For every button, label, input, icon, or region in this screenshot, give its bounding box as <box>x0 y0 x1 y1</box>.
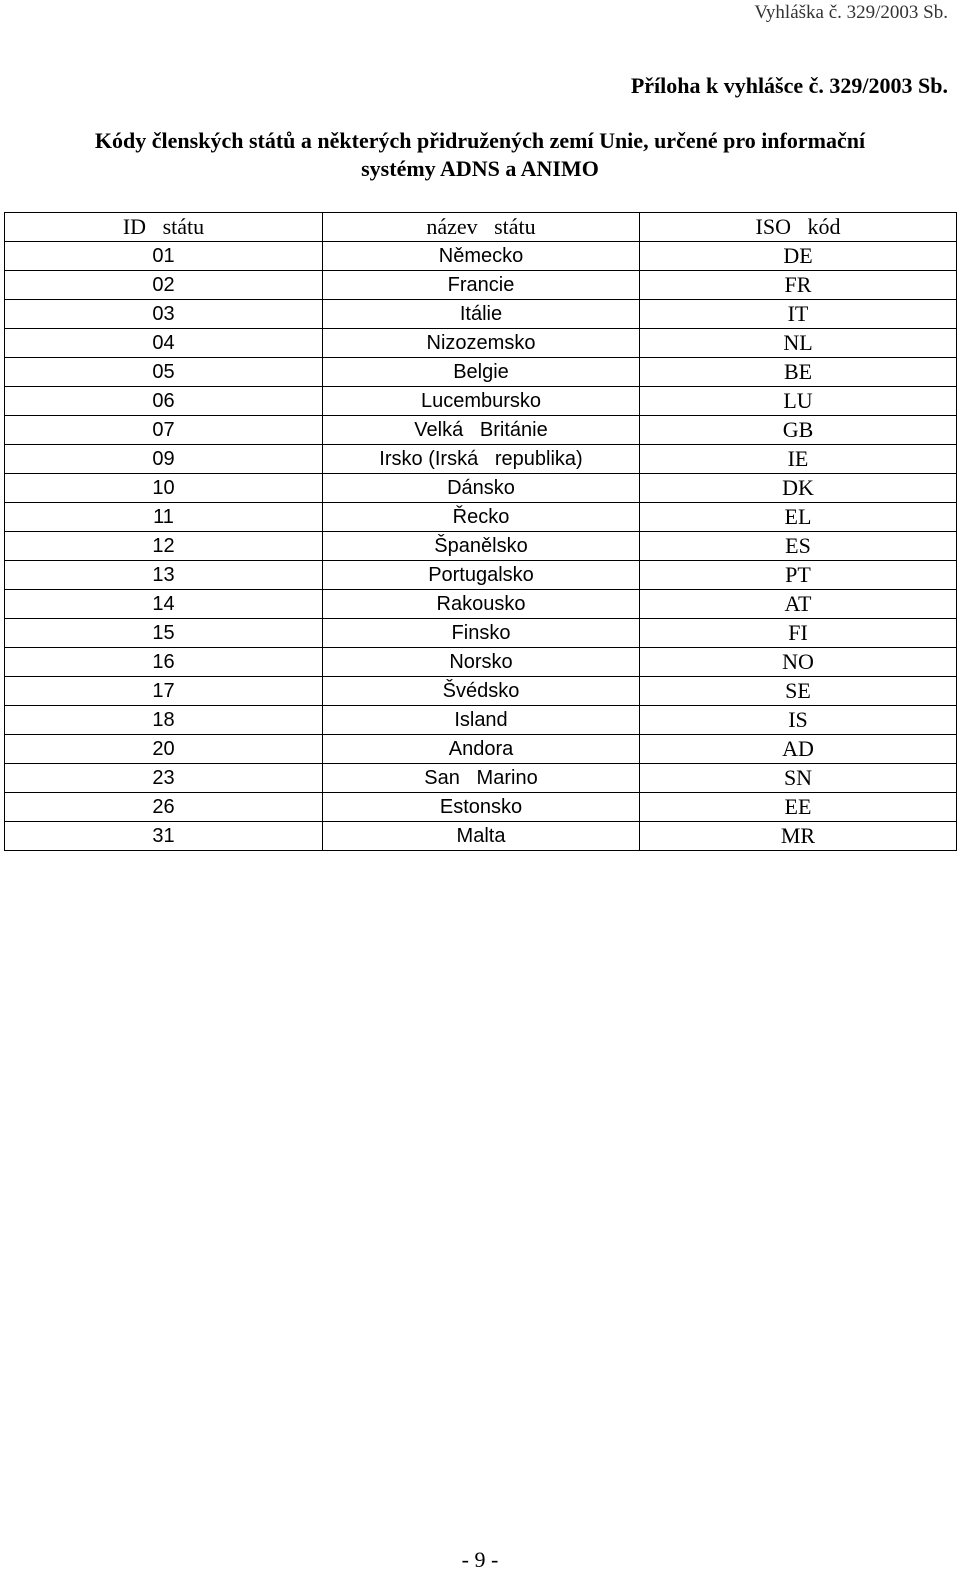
table-row <box>5 648 957 677</box>
country-name-cell: Francie <box>323 271 640 300</box>
country-id-cell: 31 <box>5 822 323 851</box>
table-row <box>5 271 957 300</box>
country-name-cell: Belgie <box>323 358 640 387</box>
country-name-cell: Lucembursko <box>323 387 640 416</box>
iso-code-cell: NL <box>640 329 957 358</box>
iso-code-cell: AD <box>640 735 957 764</box>
table-row <box>5 358 957 387</box>
country-name-cell: Finsko <box>323 619 640 648</box>
country-id-cell: 17 <box>5 677 323 706</box>
iso-code-cell: MR <box>640 822 957 851</box>
country-id-cell: 10 <box>5 474 323 503</box>
iso-code-cell: LU <box>640 387 957 416</box>
country-id-cell: 03 <box>5 300 323 329</box>
table-row <box>5 300 957 329</box>
table-row <box>5 445 957 474</box>
country-name-cell: Řecko <box>323 503 640 532</box>
country-id-cell: 15 <box>5 619 323 648</box>
iso-code-cell: ES <box>640 532 957 561</box>
country-name-cell: Nizozemsko <box>323 329 640 358</box>
table-header-row <box>5 213 957 242</box>
table-row <box>5 590 957 619</box>
header-reference: Vyhláška č. 329/2003 Sb. <box>754 2 948 23</box>
country-id-cell: 23 <box>5 764 323 793</box>
table-row <box>5 532 957 561</box>
country-name-cell: Rakousko <box>323 590 640 619</box>
column-header-name: název státu <box>323 213 640 242</box>
country-name-cell: Island <box>323 706 640 735</box>
table-row <box>5 329 957 358</box>
country-id-cell: 26 <box>5 793 323 822</box>
country-name-cell: Velká Británie <box>323 416 640 445</box>
document-title <box>0 127 960 183</box>
iso-code-cell: IT <box>640 300 957 329</box>
column-header-iso: ISO kód <box>640 213 957 242</box>
country-codes-table <box>4 212 957 851</box>
iso-code-cell: DK <box>640 474 957 503</box>
page-number: - 9 - <box>461 1547 499 1572</box>
iso-code-cell: IE <box>640 445 957 474</box>
country-name-cell: Malta <box>323 822 640 851</box>
table-row <box>5 793 957 822</box>
iso-code-cell: BE <box>640 358 957 387</box>
table-row <box>5 619 957 648</box>
country-id-cell: 14 <box>5 590 323 619</box>
table-row <box>5 474 957 503</box>
table-body <box>5 242 957 851</box>
iso-code-cell: EL <box>640 503 957 532</box>
iso-code-cell: PT <box>640 561 957 590</box>
country-id-cell: 06 <box>5 387 323 416</box>
country-name-cell: Španělsko <box>323 532 640 561</box>
table-row <box>5 503 957 532</box>
iso-code-cell: SE <box>640 677 957 706</box>
table-row <box>5 677 957 706</box>
iso-code-cell: DE <box>640 242 957 271</box>
iso-code-cell: NO <box>640 648 957 677</box>
table-row <box>5 561 957 590</box>
document-title-line-2: systémy ADNS a ANIMO <box>361 156 599 181</box>
iso-code-cell: AT <box>640 590 957 619</box>
table-row <box>5 822 957 851</box>
country-name-cell: Dánsko <box>323 474 640 503</box>
country-id-cell: 20 <box>5 735 323 764</box>
table-row <box>5 242 957 271</box>
country-id-cell: 05 <box>5 358 323 387</box>
country-id-cell: 01 <box>5 242 323 271</box>
country-id-cell: 16 <box>5 648 323 677</box>
iso-code-cell: FI <box>640 619 957 648</box>
country-name-cell: Švédsko <box>323 677 640 706</box>
iso-code-cell: SN <box>640 764 957 793</box>
country-name-cell: Itálie <box>323 300 640 329</box>
country-name-cell: Portugalsko <box>323 561 640 590</box>
country-id-cell: 02 <box>5 271 323 300</box>
column-header-id: ID státu <box>5 213 323 242</box>
iso-code-cell: FR <box>640 271 957 300</box>
country-name-cell: Estonsko <box>323 793 640 822</box>
table-row <box>5 706 957 735</box>
table-row <box>5 416 957 445</box>
country-name-cell: San Marino <box>323 764 640 793</box>
country-id-cell: 18 <box>5 706 323 735</box>
country-id-cell: 09 <box>5 445 323 474</box>
country-name-cell: Německo <box>323 242 640 271</box>
country-name-cell: Irsko (Irská republika) <box>323 445 640 474</box>
country-id-cell: 12 <box>5 532 323 561</box>
annex-title: Příloha k vyhlášce č. 329/2003 Sb. <box>630 73 948 98</box>
table-row <box>5 735 957 764</box>
country-id-cell: 13 <box>5 561 323 590</box>
country-name-cell: Norsko <box>323 648 640 677</box>
country-id-cell: 04 <box>5 329 323 358</box>
table-row <box>5 387 957 416</box>
document-title-line-1: Kódy členských států a některých přidružených zemí Unie, určené pro informační <box>94 128 866 153</box>
iso-code-cell: IS <box>640 706 957 735</box>
iso-code-cell: EE <box>640 793 957 822</box>
country-name-cell: Andora <box>323 735 640 764</box>
table-row <box>5 764 957 793</box>
iso-code-cell: GB <box>640 416 957 445</box>
country-id-cell: 11 <box>5 503 323 532</box>
country-id-cell: 07 <box>5 416 323 445</box>
